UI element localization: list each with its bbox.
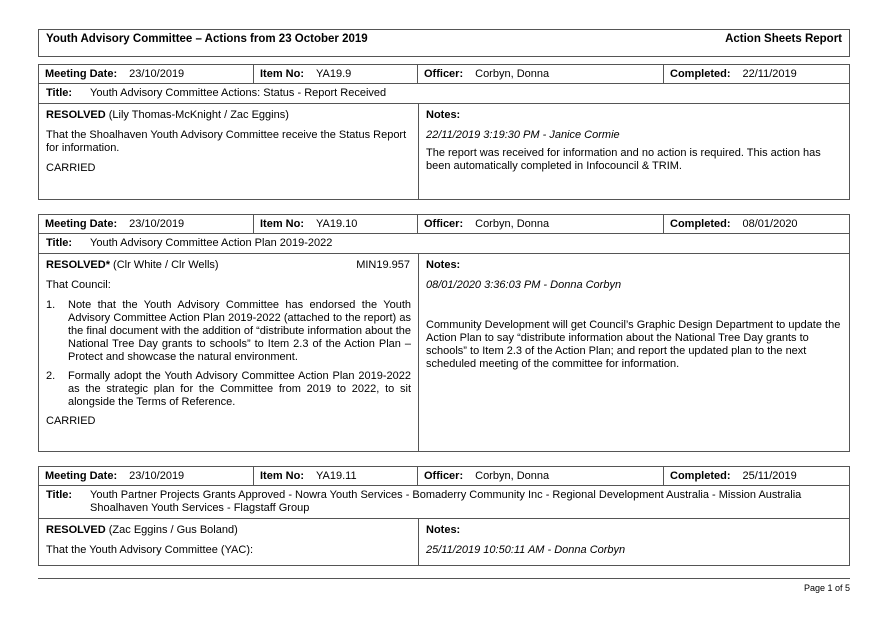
list-item: 1. Note that the Youth Advisory Committee has endorsed the Youth Advisory Committee Action Plan 2019-2022 (attached to the report) as the final document with the addition of “distribute information about the National Tree Day grants to schools” to Item 2.3 of the Action Plan – Protect and showcase the natural environment. (46, 299, 411, 363)
meeting-date-label: Meeting Date: (45, 218, 118, 230)
carried-text: CARRIED (46, 162, 96, 174)
notes-label: Notes: (426, 259, 461, 271)
resolution-list (46, 299, 411, 409)
resolution-panel (39, 104, 419, 199)
completed-label: Completed: (670, 470, 731, 482)
action-title-row (38, 234, 850, 254)
item-no-label: Item No: (260, 470, 304, 482)
completed-value: 25/11/2019 (742, 470, 797, 482)
action-body (38, 519, 850, 566)
page-number: Page 1 of 5 (803, 583, 850, 593)
officer-label: Officer: (424, 470, 464, 482)
title-label: Title: (46, 237, 73, 249)
list-item: 2. Formally adopt the Youth Advisory Committee Action Plan 2019-2022 as the strategic plan for the Committee from 2019 to 2022, to sit alongside the Terms of Reference. (46, 370, 411, 408)
note-text: The report was received for information and no action is required. This action has been automatically completed in Infocouncil & TRIM. (426, 147, 821, 172)
item-no-value: YA19.11 (316, 470, 357, 482)
meeting-date-label: Meeting Date: (45, 68, 118, 80)
action-meta-row (38, 64, 850, 84)
resolution-intro: That Council: (46, 279, 111, 291)
officer-value: Corbyn, Donna (475, 68, 550, 80)
item-no-value: YA19.9 (316, 68, 352, 80)
notes-label: Notes: (426, 109, 461, 121)
minute-number: MIN19.957 (356, 259, 410, 271)
resolved-label: RESOLVED (46, 524, 106, 536)
notes-panel (419, 254, 849, 451)
action-title: Youth Advisory Committee Actions: Status - Report Received (90, 87, 387, 99)
resolved-by: (Zac Eggins / Gus Boland) (105, 524, 238, 536)
carried-text: CARRIED (46, 415, 96, 427)
action-title: Youth Partner Projects Grants Approved - Nowra Youth Services - Bomaderry Community Inc - Regional Development Australia - Mission Australia Shoalhaven Youth Services - Flagstaff Group (90, 489, 802, 514)
resolved-label: RESOLVED* (46, 259, 110, 271)
completed-label: Completed: (670, 68, 731, 80)
resolution-panel (39, 519, 419, 565)
notes-label: Notes: (426, 524, 461, 536)
title-label: Title: (46, 489, 73, 501)
officer-label: Officer: (424, 68, 464, 80)
resolved-label: RESOLVED (46, 109, 106, 121)
officer-value: Corbyn, Donna (475, 470, 550, 482)
item-no-label: Item No: (260, 218, 304, 230)
note-stamp: 22/11/2019 3:19:30 PM - Janice Cormie (426, 129, 620, 141)
completed-value: 22/11/2019 (742, 68, 797, 80)
meeting-date-value: 23/10/2019 (129, 218, 185, 230)
officer-value: Corbyn, Donna (475, 218, 550, 230)
footer-divider (38, 578, 850, 579)
note-stamp: 08/01/2020 3:36:03 PM - Donna Corbyn (426, 279, 622, 291)
notes-panel (419, 104, 849, 199)
meeting-date-label: Meeting Date: (45, 470, 118, 482)
note-text: Community Development will get Council’s Graphic Design Department to update the Action Plan to say “distribute information about the National Tree Day grants to schools” to Item 2.3 of the Action Plan; and report the updated plan to the next scheduled meeting of the committee for information. (426, 319, 841, 370)
completed-label: Completed: (670, 218, 731, 230)
completed-value: 08/01/2020 (742, 218, 798, 230)
item-no-value: YA19.10 (316, 218, 358, 230)
officer-label: Officer: (424, 218, 464, 230)
resolution-text: That the Shoalhaven Youth Advisory Committee receive the Status Report for information. (46, 129, 407, 154)
action-body (38, 104, 850, 200)
report-type: Action Sheets Report (725, 33, 842, 45)
action-title-row (38, 84, 850, 104)
report-header (38, 29, 850, 57)
action-meta-row (38, 466, 850, 486)
action-meta-row (38, 214, 850, 234)
resolution-text: That the Youth Advisory Committee (YAC): (46, 544, 254, 556)
action-body (38, 254, 850, 452)
item-no-label: Item No: (260, 68, 304, 80)
meeting-date-value: 23/10/2019 (129, 68, 185, 80)
resolved-by: (Lily Thomas-McKnight / Zac Eggins) (105, 109, 289, 121)
resolution-panel (39, 254, 419, 451)
action-title: Youth Advisory Committee Action Plan 2019-2022 (90, 237, 333, 249)
note-stamp: 25/11/2019 10:50:11 AM - Donna Corbyn (426, 544, 626, 556)
resolved-by: (Clr White / Clr Wells) (109, 259, 219, 271)
meeting-date-value: 23/10/2019 (129, 470, 185, 482)
notes-panel (419, 519, 849, 565)
report-title: Youth Advisory Committee – Actions from 23 October 2019 (46, 33, 368, 45)
action-title-row (38, 486, 850, 519)
title-label: Title: (46, 87, 73, 99)
